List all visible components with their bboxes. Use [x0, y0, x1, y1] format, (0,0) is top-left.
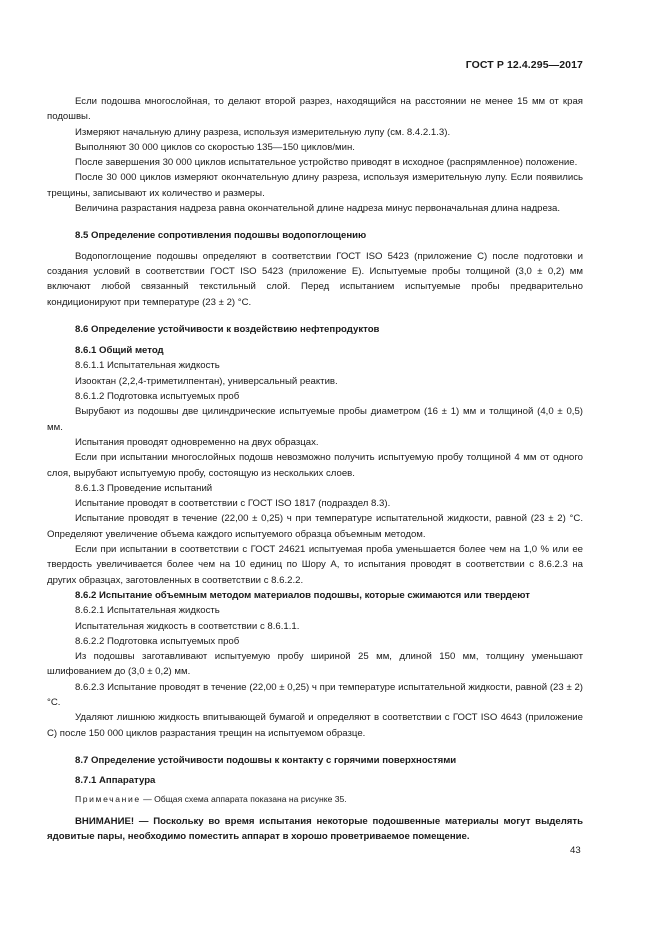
paragraph: Если при испытании многослойных подошв невозможно получить испытуемую пробу толщиной 4 мм от одного слоя, вырубают испытуемую пробу, состоящую из нескольких слоев.	[47, 452, 583, 479]
section-heading-8-7: 8.7 Определение устойчивости подошвы к контакту с горячими поверхностями	[75, 754, 457, 766]
paragraph: Из подошвы заготавливают испытуемую пробу шириной 25 мм, длиной 150 мм, толщину уменьшают шлифованием до (3,0 ± 0,2) мм.	[47, 651, 583, 678]
paragraph: После 30 000 циклов измеряют окончательную длину разреза, используя измерительную лупу. Если появились трещины, записывают их количество и размеры.	[47, 172, 583, 199]
paragraph: Выполняют 30 000 циклов со скоростью 135—150 циклов/мин.	[75, 141, 355, 153]
standard-header: ГОСТ Р 12.4.295—2017	[465, 59, 583, 71]
clause-heading: 8.6.1.3 Проведение испытаний	[75, 482, 213, 494]
paragraph: Величина разрастания надреза равна окончательной длине надреза минус первоначальная длина надреза.	[75, 203, 561, 215]
paragraph: Удаляют лишнюю жидкость впитывающей бумагой и определяют в соответствии с ГОСТ ISO 4643 (приложение С) после 150 000 циклов разрастания трещин на испытуемом образце.	[47, 712, 583, 739]
paragraph: Вырубают из подошвы две цилиндрические испытуемые пробы диаметром (16 ± 1) мм и толщиной (4,0 ± 0,5) мм.	[47, 406, 583, 433]
paragraph: Водопоглощение подошвы определяют в соответствии ГОСТ ISO 5423 (приложение С) после подготовки и создания условий в соответствии ГОСТ ISO 5423 (приложение Е). Испытуемые пробы толщиной (3,0 ± 0,2) мм включают любой связанный текстильный слой. Перед испытанием испытуемые пробы предварительно кондиционируют при температуре (23 ± 2) °С.	[47, 250, 583, 308]
paragraph: Если подошва многослойная, то делают второй разрез, находящийся на расстоянии не менее 15 мм от края подошвы.	[47, 96, 583, 123]
paragraph: Измеряют начальную длину разреза, используя измерительную лупу (см. 8.4.2.1.3).	[75, 126, 451, 138]
paragraph: Испытание проводят в соответствии с ГОСТ ISO 1817 (подраздел 8.3).	[75, 498, 391, 510]
clause-heading: 8.6.1.2 Подготовка испытуемых проб	[75, 391, 240, 403]
section-heading-8-6: 8.6 Определение устойчивости к воздействию нефтепродуктов	[75, 323, 380, 335]
subsection-heading-8-7-1: 8.7.1 Аппаратура	[75, 775, 156, 787]
clause-heading: 8.6.1.1 Испытательная жидкость	[75, 360, 220, 372]
section-heading-8-5: 8.5 Определение сопротивления подошвы водопоглощению	[75, 230, 367, 242]
paragraph: Изооктан (2,2,4-триметилпентан), универсальный реактив.	[75, 375, 338, 387]
paragraph: 8.6.2.3 Испытание проводят в течение (22,00 ± 0,25) ч при температуре испытательной жидкости, равной (23 ± 2) °С.	[47, 681, 583, 708]
paragraph: Испытательная жидкость в соответствии с 8.6.1.1.	[75, 620, 300, 632]
subsection-heading-8-6-2: 8.6.2 Испытание объемным методом материалов подошвы, которые сжимаются или твердеют	[75, 589, 530, 601]
warning-paragraph: ВНИМАНИЕ! — Поскольку во время испытания некоторые подошвенные материалы могут выделять ядовитые пары, необходимо поместить аппарат в хорошо проветриваемое помещение.	[47, 815, 583, 843]
paragraph: Испытания проводят одновременно на двух образцах.	[75, 436, 319, 448]
clause-heading: 8.6.2.1 Испытательная жидкость	[75, 605, 220, 617]
document-body	[47, 94, 583, 844]
clause-heading: 8.6.2.2 Подготовка испытуемых проб	[75, 635, 240, 647]
note-text: — Общая схема аппарата показана на рисунке 35.	[140, 794, 347, 805]
page-number: 43	[570, 845, 581, 856]
paragraph: Испытание проводят в течение (22,00 ± 0,25) ч при температуре испытательной жидкости, равной (23 ± 2) °С. Определяют увеличение объема каждого испытуемого образца объемным методом.	[47, 513, 583, 540]
note-label: Примечание	[75, 794, 141, 805]
subsection-heading-8-6-1: 8.6.1 Общий метод	[75, 345, 164, 357]
paragraph: После завершения 30 000 циклов испытательное устройство приводят в исходное (распрямленное) положение.	[75, 157, 578, 169]
note	[47, 792, 583, 807]
paragraph: Если при испытании в соответствии с ГОСТ 24621 испытуемая проба уменьшается более чем на 1,0 % или ее твердость увеличивается более чем на 10 единиц по Шору А, то испытания проводят в соответствии с 8.6.2.3 на других образцах, заготовленных в соответствии с 8.6.2.2.	[47, 544, 583, 586]
